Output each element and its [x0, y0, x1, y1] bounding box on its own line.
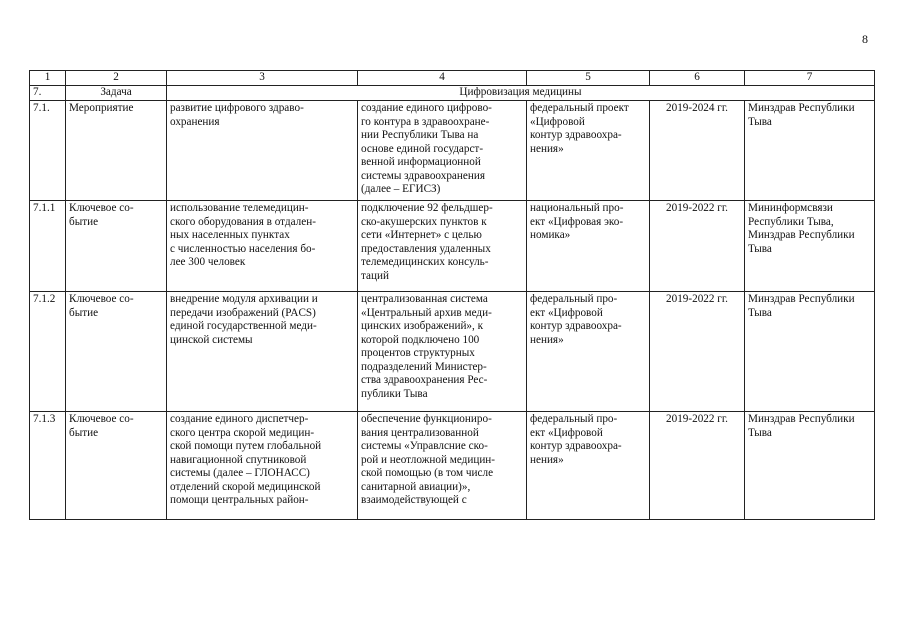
table-row — [30, 101, 875, 201]
row-number: 7.1.1 — [30, 201, 66, 292]
row-executor: Минздрав Республики Тыва — [745, 292, 875, 412]
row-type: Ключевое со- бытие — [66, 201, 167, 292]
row-executor: Минздрав Республики Тыва — [745, 412, 875, 520]
column-number: 7 — [745, 71, 875, 86]
row-number: 7.1.3 — [30, 412, 66, 520]
row-result: обеспечение функциониро- вания централизованной системы «Управлcние ско- рой и неотложной медицин- ской помощью (в том числе санитарной авиации)», взаимодействующей с — [358, 412, 527, 520]
row-result: создание единого цифрово- го контура в здравоохране- нии Республики Тыва на основe единой государст- венной информационной системы здравоохранения (далее – ЕГИСЗ) — [358, 101, 527, 201]
column-number: 2 — [66, 71, 167, 86]
row-result: подключение 92 фельдшер- ско-акушерских пунктов к сети «Интернет» с целью предоставления удаленных телемедицинских консуль- таций — [358, 201, 527, 292]
row-number: 7.1. — [30, 101, 66, 201]
section-row — [30, 86, 875, 101]
row-description: развитие цифрового здраво- охранения — [167, 101, 358, 201]
row-type: Ключевое со- бытие — [66, 412, 167, 520]
row-executor: Минздрав Республики Тыва — [745, 101, 875, 201]
row-project: национальный про- ект «Цифровая эко- номика» — [527, 201, 650, 292]
row-project: федеральный проект «Цифровой контур здравоохра- нения» — [527, 101, 650, 201]
row-number: 7.1.2 — [30, 292, 66, 412]
row-period: 2019-2022 гг. — [650, 201, 745, 292]
row-period: 2019-2022 гг. — [650, 412, 745, 520]
page-number: 8 — [862, 32, 868, 46]
row-result: централизованная система «Центральный архив меди- цинских изображений», к которой подключено 100 процентов структурных подразделений Министер- ства здравоохранения Рес- публики Тыва — [358, 292, 527, 412]
row-period: 2019-2024 гг. — [650, 101, 745, 201]
column-number: 6 — [650, 71, 745, 86]
row-type: Мероприятие — [66, 101, 167, 201]
row-type: Ключевое со- бытие — [66, 292, 167, 412]
plan-table — [29, 70, 875, 520]
row-project: федеральный про- ект «Цифровой контур здравоохра- нения» — [527, 412, 650, 520]
row-description: использование телемедицин- ского оборудования в отдален- ных населенных пунктах с численностью населения бо- лее 300 человек — [167, 201, 358, 292]
column-number: 1 — [30, 71, 66, 86]
section-number: 7. — [30, 86, 66, 101]
table-row — [30, 292, 875, 412]
row-description: создание единого диспетчер- ского центра скорой медицин- ской помощи путем глобальной навигационной спутниковой системы (далее – ГЛОНАСС) отделений скорой медицинской помощи центральных район- — [167, 412, 358, 520]
column-number: 5 — [527, 71, 650, 86]
table-row — [30, 201, 875, 292]
row-description: внедрение модуля архивации и передачи изображений (PACS) единой государственной меди- цинской системы — [167, 292, 358, 412]
column-number-row — [30, 71, 875, 86]
section-task-label: Задача — [66, 86, 167, 101]
row-project: федеральный про- ект «Цифровой контур здравоохра- нения» — [527, 292, 650, 412]
column-number: 4 — [358, 71, 527, 86]
row-period: 2019-2022 гг. — [650, 292, 745, 412]
column-number: 3 — [167, 71, 358, 86]
table-row — [30, 412, 875, 520]
row-executor: Мининформсвязи Республики Тыва, Минздрав Республики Тыва — [745, 201, 875, 292]
section-title: Цифровизация медицины — [167, 86, 875, 101]
